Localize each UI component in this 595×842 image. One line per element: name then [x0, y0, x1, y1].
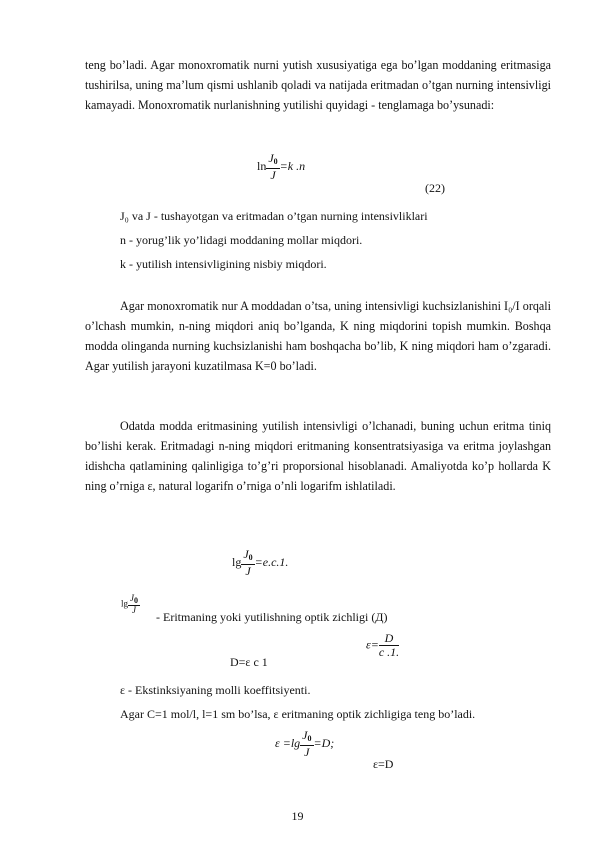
denominator-cl: c .1. — [378, 645, 400, 659]
fraction-d-over-cl — [379, 632, 399, 659]
definition-epsilon: ε - Ekstinksiyaning molli koeffitsiyenti. — [120, 683, 311, 697]
equation-epsilon-equals-d: ε=D — [373, 757, 394, 771]
denominator-j: J — [304, 745, 310, 759]
fraction-j0-over-j — [241, 548, 254, 578]
definition-n: n - yorug’lik yo’lidagi moddaning mollar miqdori. — [120, 233, 363, 247]
numerator-d: D — [379, 632, 399, 646]
paragraph-intro: teng bo’ladi. Agar monoxromatik nurni yutish xususiyatiga ega bo’lgan moddaning eritmasiga tushirilsa, uning ma’lum qismi ushlanib qoladi va natijada eritmadan o’tgan nurning intensivligi kamayadi. Monoxromatik nurlanishning yutilishi quyidagi - tenglamaga bo’ysunadi: — [85, 58, 551, 113]
numerator-j: J — [130, 593, 135, 603]
equation-final — [275, 729, 334, 759]
denominator-j: J — [270, 168, 276, 182]
denominator-j: J — [132, 605, 137, 615]
equation-rhs: =k .n — [279, 158, 306, 173]
subscript-zero: 0 — [248, 553, 253, 562]
optical-density-definition: - Eritmaning yoki yutilishning optik zichligi (Д) — [156, 610, 388, 624]
equation-number-22: (22) — [425, 181, 445, 195]
equation-d: D=ε c 1 — [230, 655, 268, 669]
lg-operator: lg — [121, 598, 129, 609]
fraction-j0-over-j — [128, 594, 140, 615]
equation-rhs: =е.c.1. — [254, 554, 289, 569]
numerator-j: J — [268, 151, 274, 165]
equation-epsilon — [366, 632, 399, 659]
lg-operator: lg — [232, 554, 242, 569]
fraction-j0-over-j — [266, 152, 279, 182]
page-number: 19 — [291, 809, 304, 823]
fraction-j0-over-j — [300, 729, 313, 759]
paragraph-attenuation: Agar monoxromatik nur A moddadan o’tsa, uning intensivligi kuchsizlanishini I₀/I orqali o’lchash mumkin, n-ning miqdori aniq bo’lganda, K ning miqdorini topish mumkin. Boshqa modda olinganda nurning kuchsizlanishi ham boshqacha bo’lib, K ning miqdori ham o’zgaradi. Agar yutilish jarayoni kuzatilmasa K=0 bo’ladi. — [85, 299, 551, 374]
epsilon-lhs: ε= — [366, 637, 379, 652]
subscript-zero: 0 — [307, 734, 312, 743]
denominator-j: J — [245, 564, 251, 578]
definition-j0-j: J₀ va J - tushayotgan va eritmadan o’tgan nurning intensivliklari — [120, 209, 428, 223]
subscript-zero: 0 — [134, 596, 139, 605]
numerator-j: J — [302, 728, 308, 742]
ln-operator: ln — [257, 158, 267, 173]
numerator-j: J — [243, 547, 249, 561]
definition-k: k - yutilish intensivligining nisbiy miqdori. — [120, 257, 327, 271]
equation-rhs: =D; — [313, 735, 335, 750]
equation-lg — [232, 548, 288, 578]
subscript-zero: 0 — [273, 157, 278, 166]
paragraph-condition: Agar C=1 mol/l, l=1 sm bo’lsa, ε eritmaning optik zichligiga teng bo’ladi. — [120, 707, 476, 721]
lg-ratio-small — [121, 594, 140, 615]
equation-22 — [257, 152, 305, 182]
paragraph-solution: Odatda modda eritmasining yutilish intensivligi o’lchanadi, buning uchun eritma tiniq bo’lishi kerak. Eritmadagi n-ning miqdori eritmaning konsentratsiyasiga va eritma joylashgan idishcha qatlamining qalinligiga to’g’ri proporsional hisoblanadi. Amaliyotda ko’p hollarda K ning o’rniga ε, natural logarifn o’rniga o’nli logarifm ishlatiladi. — [85, 419, 551, 494]
epsilon-lg: ε =lg — [275, 735, 301, 750]
